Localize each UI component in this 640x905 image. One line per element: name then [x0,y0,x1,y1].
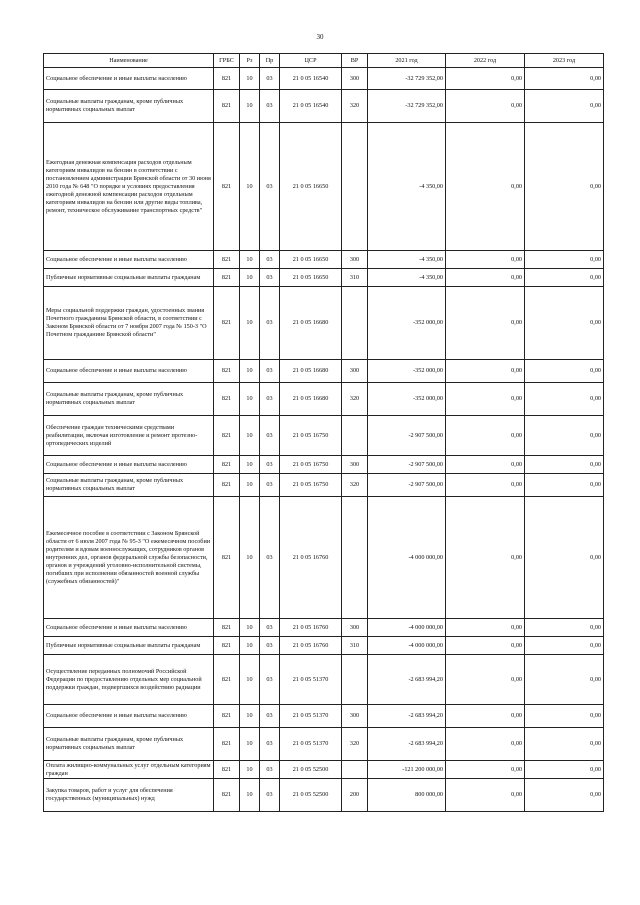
cell-grbs: 821 [214,90,240,123]
cell-2021: -4 350,00 [368,269,446,287]
table-row [44,655,604,705]
header-2021: 2021 год [368,54,446,68]
cell-vr [342,287,368,360]
cell-2021: -4 000 000,00 [368,497,446,619]
table-row [44,416,604,456]
cell-name: Социальные выплаты гражданам, кроме публичных нормативных социальных выплат [44,728,214,761]
cell-grbs: 821 [214,655,240,705]
cell-csr: 21 0 05 51370 [280,655,342,705]
cell-rz: 10 [240,269,260,287]
cell-vr: 320 [342,90,368,123]
cell-pr: 03 [260,619,280,637]
cell-vr: 300 [342,705,368,728]
cell-2023: 0,00 [525,68,604,90]
cell-name: Оплата жилищно-коммунальных услуг отдельным категориям граждан [44,761,214,779]
cell-2023: 0,00 [525,497,604,619]
cell-vr: 320 [342,474,368,497]
cell-name: Ежегодная денежная компенсация расходов отдельным категориям инвалидов на бензин в соответствии с постановлением администрации Брянской области от 30 июня 2010 года № 648 "О порядке и условиях предоставления ежегодной денежной компенсации расходов отдельным категориям инвалидов на бензин или другие виды топлива, ремонт, техническое обслуживание транспортных средств" [44,123,214,251]
cell-2023: 0,00 [525,456,604,474]
cell-2023: 0,00 [525,637,604,655]
header-2023: 2023 год [525,54,604,68]
cell-grbs: 821 [214,251,240,269]
cell-2021: -4 350,00 [368,123,446,251]
cell-2023: 0,00 [525,416,604,456]
table-row [44,90,604,123]
cell-2021: -32 729 352,00 [368,68,446,90]
cell-name: Социальное обеспечение и иные выплаты населению [44,619,214,637]
cell-2022: 0,00 [446,619,525,637]
budget-table [43,53,604,812]
cell-grbs: 821 [214,705,240,728]
cell-grbs: 821 [214,619,240,637]
cell-vr: 300 [342,251,368,269]
cell-2021: -121 200 000,00 [368,761,446,779]
header-vr: ВР [342,54,368,68]
cell-pr: 03 [260,123,280,251]
cell-2023: 0,00 [525,269,604,287]
cell-name: Публичные нормативные социальные выплаты гражданам [44,269,214,287]
cell-2023: 0,00 [525,123,604,251]
cell-csr: 21 0 05 16540 [280,68,342,90]
cell-pr: 03 [260,269,280,287]
cell-vr [342,655,368,705]
cell-pr: 03 [260,383,280,416]
cell-rz: 10 [240,416,260,456]
cell-2022: 0,00 [446,761,525,779]
cell-rz: 10 [240,456,260,474]
table-row [44,705,604,728]
cell-csr: 21 0 05 51370 [280,728,342,761]
table-row [44,637,604,655]
cell-csr: 21 0 05 16540 [280,90,342,123]
cell-2023: 0,00 [525,474,604,497]
cell-grbs: 821 [214,637,240,655]
cell-2023: 0,00 [525,761,604,779]
header-pr: Пр [260,54,280,68]
cell-2022: 0,00 [446,456,525,474]
cell-name: Обеспечение граждан техническими средствами реабилитации, включая изготовление и ремонт протезно-ортопедических изделий [44,416,214,456]
table-row [44,456,604,474]
cell-2021: -2 683 994,20 [368,655,446,705]
cell-2021: -4 000 000,00 [368,637,446,655]
cell-rz: 10 [240,90,260,123]
cell-pr: 03 [260,456,280,474]
table-row [44,287,604,360]
header-2022: 2022 год [446,54,525,68]
cell-rz: 10 [240,779,260,812]
page-number: 30 [316,33,324,41]
cell-grbs: 821 [214,497,240,619]
table-row [44,251,604,269]
cell-2021: -2 683 994,20 [368,728,446,761]
cell-rz: 10 [240,619,260,637]
cell-name: Социальное обеспечение и иные выплаты населению [44,360,214,383]
table-row [44,761,604,779]
cell-2023: 0,00 [525,619,604,637]
cell-csr: 21 0 05 52500 [280,779,342,812]
cell-pr: 03 [260,497,280,619]
cell-grbs: 821 [214,287,240,360]
table-row [44,474,604,497]
cell-vr: 310 [342,637,368,655]
cell-rz: 10 [240,251,260,269]
cell-2022: 0,00 [446,497,525,619]
cell-grbs: 821 [214,761,240,779]
cell-2023: 0,00 [525,779,604,812]
cell-2023: 0,00 [525,728,604,761]
cell-name: Закупка товаров, работ и услуг для обеспечения государственных (муниципальных) нужд [44,779,214,812]
cell-pr: 03 [260,655,280,705]
cell-name: Ежемесячное пособие в соответствии с Законом Брянской области от 6 июля 2007 года № 95-З "О ежемесячном пособии родителям и вдовам военнослужащих, сотрудников органов внутренних дел, органов федеральной службы безопасности, органов и учреждений уголовно-исполнительной системы, погибших при исполнении обязанностей военной службы (служебных обязанностей)" [44,497,214,619]
cell-2022: 0,00 [446,637,525,655]
cell-rz: 10 [240,123,260,251]
cell-pr: 03 [260,474,280,497]
table-header-row [44,54,604,68]
cell-csr: 21 0 05 16760 [280,497,342,619]
cell-rz: 10 [240,287,260,360]
cell-rz: 10 [240,637,260,655]
cell-2022: 0,00 [446,705,525,728]
cell-csr: 21 0 05 16750 [280,456,342,474]
cell-2022: 0,00 [446,779,525,812]
cell-grbs: 821 [214,456,240,474]
cell-grbs: 821 [214,474,240,497]
cell-rz: 10 [240,383,260,416]
cell-2022: 0,00 [446,360,525,383]
cell-name: Социальное обеспечение и иные выплаты населению [44,251,214,269]
cell-csr: 21 0 05 16760 [280,619,342,637]
cell-rz: 10 [240,68,260,90]
cell-csr: 21 0 05 16750 [280,416,342,456]
cell-pr: 03 [260,761,280,779]
cell-2021: 800 000,00 [368,779,446,812]
cell-grbs: 821 [214,123,240,251]
cell-vr [342,123,368,251]
cell-csr: 21 0 05 16760 [280,637,342,655]
cell-pr: 03 [260,251,280,269]
cell-grbs: 821 [214,68,240,90]
table-row [44,383,604,416]
cell-vr: 300 [342,68,368,90]
table-row [44,779,604,812]
cell-2021: -2 907 500,00 [368,474,446,497]
cell-csr: 21 0 05 16650 [280,269,342,287]
cell-name: Осуществление переданных полномочий Российской Федерации по предоставлению отдельных мер социальной поддержки граждан, подвергшихся воздействию радиации [44,655,214,705]
cell-pr: 03 [260,637,280,655]
cell-grbs: 821 [214,269,240,287]
cell-grbs: 821 [214,728,240,761]
table-row [44,497,604,619]
table-row [44,619,604,637]
cell-grbs: 821 [214,360,240,383]
cell-2022: 0,00 [446,68,525,90]
cell-2021: -2 907 500,00 [368,456,446,474]
cell-rz: 10 [240,474,260,497]
cell-pr: 03 [260,68,280,90]
header-rz: Рз [240,54,260,68]
cell-vr: 300 [342,456,368,474]
header-csr: ЦСР [280,54,342,68]
cell-name: Социальное обеспечение и иные выплаты населению [44,456,214,474]
cell-pr: 03 [260,779,280,812]
cell-rz: 10 [240,497,260,619]
table-row [44,360,604,383]
cell-rz: 10 [240,761,260,779]
header-name: Наименование [44,54,214,68]
cell-2021: -32 729 352,00 [368,90,446,123]
table-row [44,123,604,251]
cell-2022: 0,00 [446,123,525,251]
cell-csr: 21 0 05 16750 [280,474,342,497]
cell-csr: 21 0 05 16680 [280,287,342,360]
cell-name: Публичные нормативные социальные выплаты гражданам [44,637,214,655]
cell-vr: 300 [342,619,368,637]
cell-2021: -352 000,00 [368,383,446,416]
cell-2021: -352 000,00 [368,287,446,360]
cell-pr: 03 [260,416,280,456]
cell-2022: 0,00 [446,90,525,123]
cell-grbs: 821 [214,779,240,812]
cell-2022: 0,00 [446,728,525,761]
cell-2023: 0,00 [525,360,604,383]
cell-vr [342,497,368,619]
cell-pr: 03 [260,287,280,360]
cell-name: Социальное обеспечение и иные выплаты населению [44,68,214,90]
cell-rz: 10 [240,655,260,705]
cell-csr: 21 0 05 16680 [280,360,342,383]
cell-vr [342,761,368,779]
cell-vr [342,416,368,456]
cell-vr: 300 [342,360,368,383]
cell-vr: 200 [342,779,368,812]
table-row [44,728,604,761]
cell-csr: 21 0 05 51370 [280,705,342,728]
cell-2021: -2 907 500,00 [368,416,446,456]
cell-pr: 03 [260,728,280,761]
cell-2023: 0,00 [525,251,604,269]
cell-2022: 0,00 [446,269,525,287]
cell-name: Меры социальной поддержки граждан, удостоенных звания Почетного гражданина Брянской области, в соответствии с Законом Брянской области от 7 ноября 2007 года № 150-З "О Почетном гражданине Брянской области" [44,287,214,360]
table-row [44,269,604,287]
cell-vr: 320 [342,728,368,761]
cell-csr: 21 0 05 16680 [280,383,342,416]
table-row [44,68,604,90]
cell-vr: 320 [342,383,368,416]
cell-name: Социальные выплаты гражданам, кроме публичных нормативных социальных выплат [44,90,214,123]
cell-2022: 0,00 [446,474,525,497]
cell-rz: 10 [240,728,260,761]
cell-2021: -2 683 994,20 [368,705,446,728]
cell-name: Социальные выплаты гражданам, кроме публичных нормативных социальных выплат [44,474,214,497]
cell-2023: 0,00 [525,287,604,360]
cell-name: Социальные выплаты гражданам, кроме публичных нормативных социальных выплат [44,383,214,416]
cell-2023: 0,00 [525,383,604,416]
cell-csr: 21 0 05 16650 [280,123,342,251]
cell-2022: 0,00 [446,383,525,416]
cell-grbs: 821 [214,416,240,456]
cell-2022: 0,00 [446,655,525,705]
cell-2022: 0,00 [446,251,525,269]
cell-vr: 310 [342,269,368,287]
cell-pr: 03 [260,360,280,383]
cell-2022: 0,00 [446,416,525,456]
cell-2022: 0,00 [446,287,525,360]
cell-2021: -4 350,00 [368,251,446,269]
cell-2021: -4 000 000,00 [368,619,446,637]
cell-csr: 21 0 05 52500 [280,761,342,779]
cell-name: Социальное обеспечение и иные выплаты населению [44,705,214,728]
cell-pr: 03 [260,705,280,728]
header-grbs: ГРБС [214,54,240,68]
cell-rz: 10 [240,360,260,383]
cell-rz: 10 [240,705,260,728]
cell-2021: -352 000,00 [368,360,446,383]
cell-2023: 0,00 [525,90,604,123]
cell-2023: 0,00 [525,655,604,705]
cell-2023: 0,00 [525,705,604,728]
cell-grbs: 821 [214,383,240,416]
cell-pr: 03 [260,90,280,123]
cell-csr: 21 0 05 16650 [280,251,342,269]
